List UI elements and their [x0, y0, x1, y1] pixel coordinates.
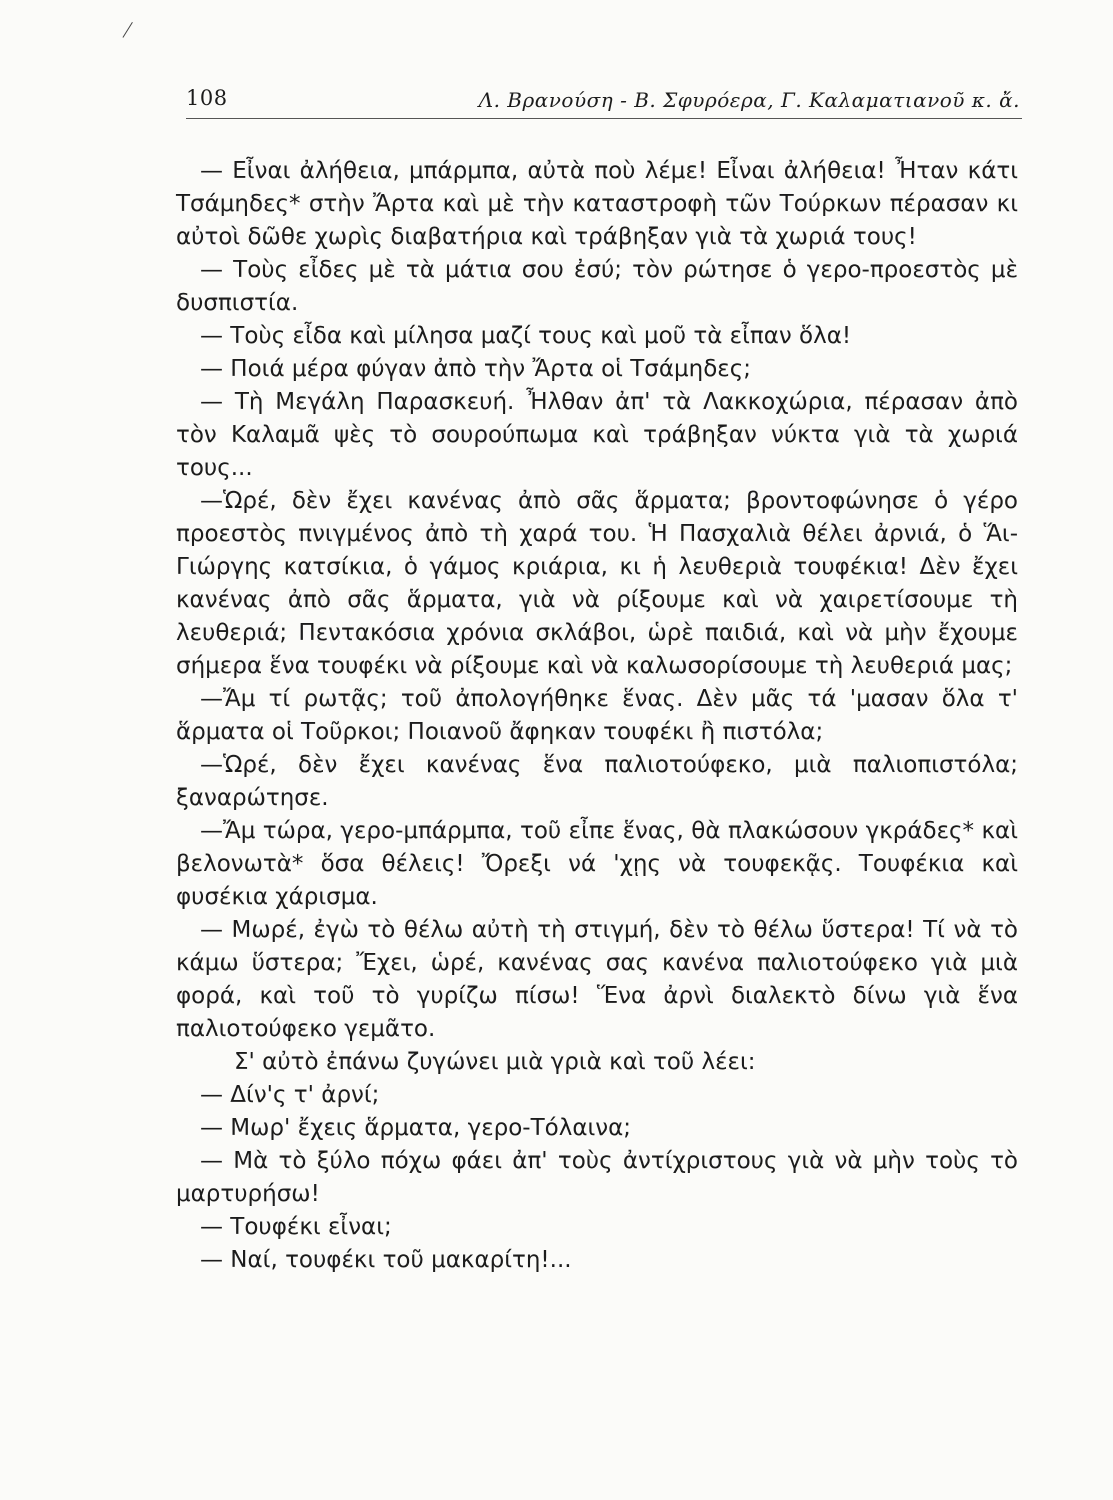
paragraph: — Ποιά μέρα φύγαν ἀπὸ τὴν Ἄρτα οἱ Τσάμηδες;: [200, 356, 751, 382]
paragraph: —Ἄμ τώρα, γερο-μπάρμπα, τοῦ εἶπε ἕνας, θὰ πλακώσουν γκράδες* καὶ βελονωτὰ* ὅσα θέλεις! Ὄρεξι νά 'χῃς νὰ τουφεκᾷς. Τουφέκια καὶ φυσέκια χάρισμα.: [176, 818, 1018, 910]
paragraph: — Τοὺς εἶδα καὶ μίλησα μαζί τους καὶ μοῦ τὰ εἶπαν ὅλα!: [200, 323, 852, 349]
paragraph: — Μὰ τὸ ξύλο πόχω φάει ἀπ' τοὺς ἀντίχριστους γιὰ νὰ μὴν τοὺς τὸ μαρτυρήσω!: [176, 1148, 1018, 1207]
paragraph: —Ὡρέ, δὲν ἔχει κανένας ἕνα παλιοτούφεκο, μιὰ παλιοπιστόλα; ξαναρώτησε.: [176, 752, 1018, 811]
paragraph: Σ' αὐτὸ ἐπάνω ζυγώνει μιὰ γριὰ καὶ τοῦ λέει:: [234, 1049, 756, 1075]
paragraph: — Μωρ' ἔχεις ἅρματα, γερο-Τόλαινα;: [200, 1115, 632, 1141]
paragraph: — Δίν'ς τ' ἀρνί;: [200, 1082, 380, 1108]
paragraph: —Ὡρέ, δὲν ἔχει κανένας ἀπὸ σᾶς ἅρματα; βροντοφώνησε ὁ γέρο προεστὸς πνιγμένος ἀπὸ τὴ χαρά του. Ἡ Πασχαλιὰ θέλει ἀρνιά, ὁ Ἅι-Γιώργης κατσίκια, ὁ γάμος κριάρια, κι ἡ λευθεριὰ τουφέκια! Δὲν ἔχει κανένας ἀπὸ σᾶς ἅρματα, γιὰ νὰ ρίξουμε καὶ νὰ χαιρετίσουμε τὴ λευθεριά; Πεντακόσια χρόνια σκλάβοι, ὡρὲ παιδιά, καὶ νὰ μὴν ἔχουμε σήμερα ἕνα τουφέκι νὰ ρίξουμε καὶ νὰ καλωσορίσουμε τὴ λευθεριά μας;: [176, 488, 1018, 679]
paragraph: — Εἶναι ἀλήθεια, μπάρμπα, αὐτὰ ποὺ λέμε! Εἶναι ἀλήθεια! Ἦταν κάτι Τσάμηδες* στὴν Ἄρτα καὶ μὲ τὴν καταστροφὴ τῶν Τούρκων πέρασαν κι αὐτοὶ δῶθε χωρὶς διαβατήρια καὶ τράβηξαν γιὰ τὰ χωριά τους!: [176, 158, 1018, 250]
margin-pen-mark: [122, 22, 132, 38]
paragraph: — Τοὺς εἶδες μὲ τὰ μάτια σου ἐσύ; τὸν ρώτησε ὁ γερο-προεστὸς μὲ δυσπιστία.: [176, 257, 1018, 316]
paragraph: — Τὴ Μεγάλη Παρασκευή. Ἦλθαν ἀπ' τὰ Λακκοχώρια, πέρασαν ἀπὸ τὸν Καλαμᾶ ψὲς τὸ σουρούπωμα καὶ τράβηξαν νύκτα γιὰ τὰ χωριά τους...: [176, 389, 1018, 481]
paragraph: — Ναί, τουφέκι τοῦ μακαρίτη!...: [200, 1247, 572, 1273]
body-text: [176, 155, 1018, 1277]
paragraph: — Μωρέ, ἐγὼ τὸ θέλω αὐτὴ τὴ στιγμή, δὲν τὸ θέλω ὕστερα! Τί νὰ τὸ κάμω ὕστερα; Ἔχει, ὡρέ, κανένας σας κανένα παλιοτούφεκο γιὰ μιὰ φορά, καὶ τοῦ τὸ γυρίζω πίσω! Ἕνα ἀρνὶ διαλεκτὸ δίνω γιὰ ἕνα παλιοτούφεκο γεμᾶτο.: [176, 917, 1018, 1042]
page-number: 108: [186, 86, 228, 110]
header-authors: Λ. Βρανούση - Β. Σφυρόερα, Γ. Καλαματιανοῦ κ. ἄ.: [478, 88, 1020, 112]
paragraph: —Ἄμ τί ρωτᾷς; τοῦ ἀπολογήθηκε ἕνας. Δὲν μᾶς τά 'μασαν ὅλα τ' ἅρματα οἱ Τοῦρκοι; Ποιανοῦ ἄφηκαν τουφέκι ἢ πιστόλα;: [176, 686, 1018, 745]
paragraph: — Τουφέκι εἶναι;: [200, 1214, 392, 1240]
running-head: [186, 84, 1022, 119]
